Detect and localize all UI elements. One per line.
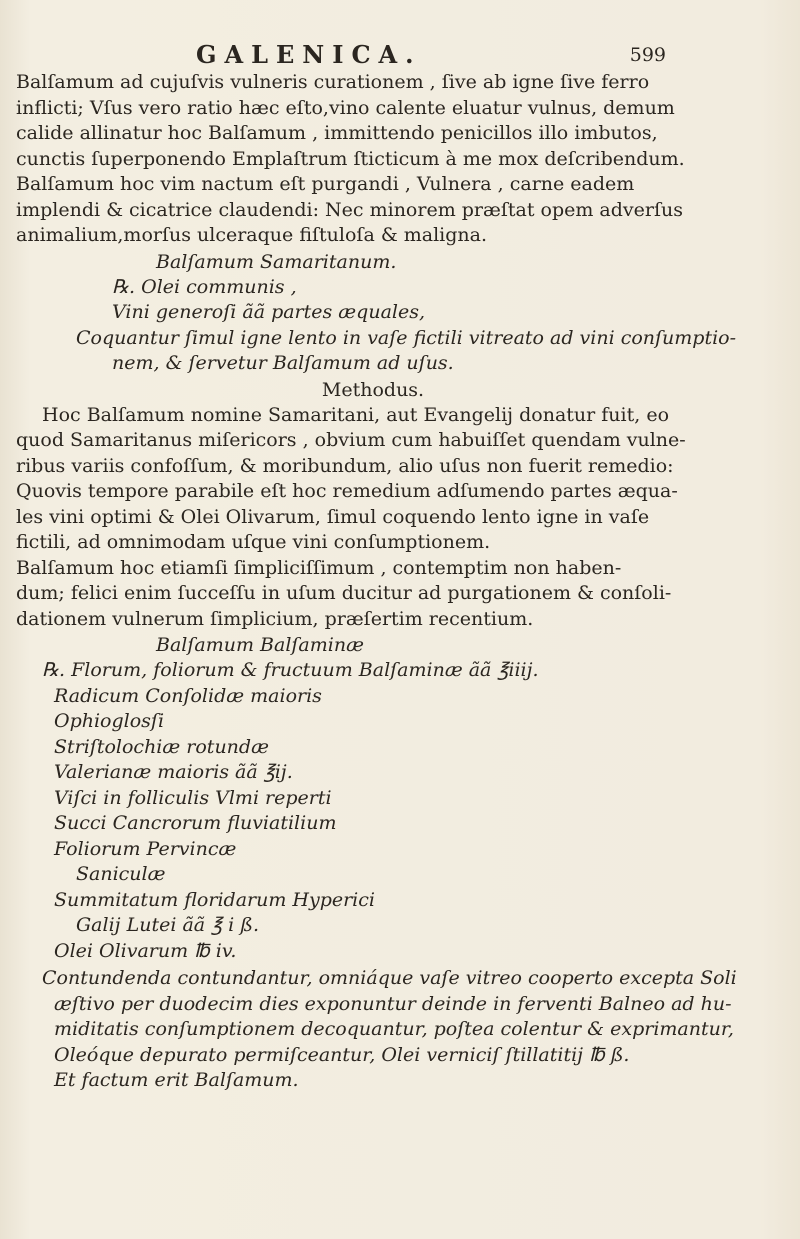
running-head bbox=[196, 40, 666, 70]
directions-line: Contundenda contundantur, omniáque vaſe vitreo cooperto excepta Soli bbox=[42, 967, 737, 989]
recipe-balsaminae bbox=[16, 632, 737, 1094]
text-line: animalium,morſus ulceraque fiſtuloſa & maligna. bbox=[16, 224, 488, 246]
recipe-line: ℞. Olei communis , bbox=[112, 275, 297, 298]
section-heading-methodus: Methodus. bbox=[321, 378, 425, 401]
running-head-title: GALENICA. bbox=[196, 40, 422, 69]
ingredient: Olei Olivarum ℔ iv. bbox=[54, 939, 237, 962]
paragraph-samaritanum bbox=[16, 403, 730, 633]
ingredient: Summitatum floridarum Hyperici bbox=[54, 888, 375, 911]
text-line: les vini optimi & Olei Olivarum, ſimul coquendo lento igne in vaſe bbox=[16, 505, 650, 528]
recipe-line: Vini generoſi ãã partes æquales, bbox=[112, 301, 426, 323]
directions-line: æſtivo per duodecim dies exponuntur deinde in ferventi Balneo ad hu- bbox=[54, 992, 732, 1015]
directions-line: miditatis conſumptionem decoquantur, poſtea colentur & exprimantur, bbox=[54, 1018, 734, 1040]
ingredient: Radicum Conſolidæ maioris bbox=[54, 684, 322, 707]
text-line: inflicti; Vſus vero ratio hæc eſto,vino calente eluatur vulnus, demum bbox=[16, 96, 675, 119]
text-line: Balſamum ad cujuſvis vulneris curationem , ſive ab igne ſive ferro bbox=[16, 71, 650, 93]
ingredient: Galij Lutei ãã ℥ i ß. bbox=[76, 914, 259, 936]
paragraph-balsamum-intro bbox=[16, 70, 730, 249]
page-number: 599 bbox=[629, 44, 666, 66]
recipe-line: nem, & ſervetur Balſamum ad uſus. bbox=[112, 352, 454, 374]
recipe-title: Balſamum Samaritanum. bbox=[156, 250, 397, 273]
recipe-line: Coquantur ſimul igne lento in vaſe fictili vitreato ad vini conſumptio- bbox=[76, 326, 737, 349]
directions-line: Et factum erit Balſamum. bbox=[54, 1069, 299, 1091]
text-line: implendi & cicatrice claudendi: Nec minorem præſtat opem adverſus bbox=[16, 198, 684, 221]
directions-line: Oleóque depurato permiſceantur, Olei verniciſ ſtillatitij ℔ ß. bbox=[54, 1043, 630, 1066]
text-line: Balſamum hoc etiamſi ſimpliciſſimum , contemptim non haben- bbox=[16, 556, 622, 579]
text-line: dationem vulnerum ſimplicium, præſertim recentium. bbox=[16, 607, 534, 630]
ingredient: Striſtolochiæ rotundæ bbox=[54, 735, 269, 758]
text-line: ribus variis confoſſum, & moribundum, alio uſus non fuerit remedio: bbox=[16, 454, 674, 477]
text-line: Quovis tempore parabile eſt hoc remedium adſumendo partes æqua- bbox=[16, 480, 678, 502]
ingredient: Foliorum Pervincæ bbox=[54, 837, 237, 860]
ingredient: Saniculæ bbox=[76, 863, 166, 885]
ingredient: Ophioglosſi bbox=[54, 710, 165, 732]
ingredient: Viſci in folliculis Vlmi reperti bbox=[54, 786, 332, 809]
recipe-title: Balſamum Balſaminæ bbox=[156, 634, 364, 656]
text-line: cunctis ſuperponendo Emplaſtrum ſticticum à me mox deſcribendum. bbox=[16, 147, 685, 170]
text-line: Hoc Balſamum nomine Samaritani, aut Evangelij donatur fuit, eo bbox=[42, 403, 670, 426]
ingredient: Valerianæ maioris ãã ℥ij. bbox=[54, 761, 293, 783]
ingredient: ℞. Florum, foliorum & fructuum Balſaminæ ãã ℥iiij. bbox=[42, 659, 539, 681]
text-line: calide allinatur hoc Balſamum , immittendo penicillos illo imbutos, bbox=[16, 122, 658, 144]
ingredient: Succi Cancrorum fluviatilium bbox=[54, 812, 337, 834]
text-line: fictili, ad omnimodam uſque vini conſumptionem. bbox=[16, 531, 491, 553]
text-line: dum; felici enim ſucceſſu in uſum ducitur ad purgationem & conſoli- bbox=[16, 582, 672, 604]
text-line: quod Samaritanus miſericors , obvium cum habuiſſet quendam vulne- bbox=[16, 429, 686, 451]
text-line: Balſamum hoc vim nactum eſt purgandi , Vulnera , carne eadem bbox=[16, 173, 635, 195]
recipe-samaritanum bbox=[16, 249, 737, 403]
